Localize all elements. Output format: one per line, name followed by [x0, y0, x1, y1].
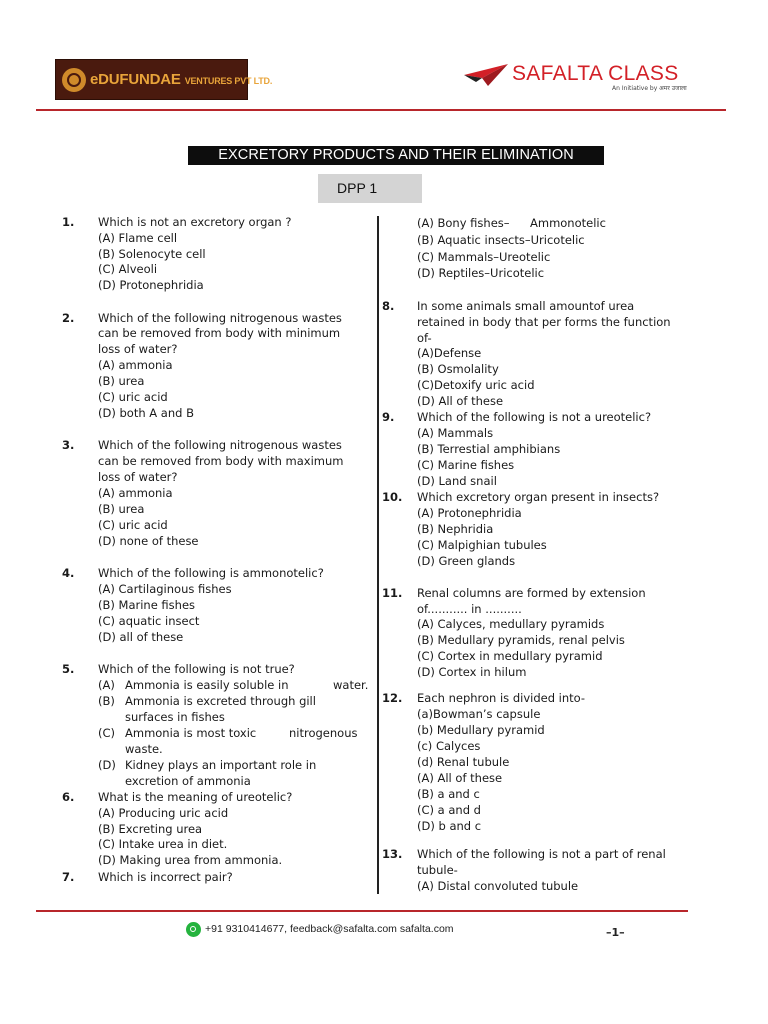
option-text: (D) Cortex in hilum: [417, 665, 527, 679]
option-text: (d) Renal tubule: [417, 755, 510, 769]
option-text: (A) ammonia: [98, 358, 173, 372]
option-text: Ammonia is easily soluble in: [125, 678, 289, 692]
question-text: can be removed from body with minimum: [98, 326, 341, 340]
option-text: (B) Aquatic insects–Uricotelic: [417, 233, 585, 247]
header-rule: [36, 109, 726, 111]
page-number: –1–: [606, 926, 625, 939]
question-number: 11.: [382, 586, 403, 600]
safalta-class-logo: [462, 58, 712, 94]
dpp-label: DPP 1: [318, 174, 422, 203]
question-text: Which of the following is not a ureotelic?: [417, 410, 652, 424]
footer-rule: [36, 910, 688, 912]
whatsapp-icon: [186, 922, 201, 937]
option-letter: (A): [98, 678, 115, 692]
option-text: (C) Malpighian tubules: [417, 538, 547, 552]
option-text: (B) Solenocyte cell: [98, 247, 206, 261]
option-text: (D) Green glands: [417, 554, 516, 568]
right-logo-text: SAFALTA CLASS: [512, 62, 679, 85]
option-text: (D) b and c: [417, 819, 482, 833]
option-text: (C) Marine fishes: [417, 458, 515, 472]
question-text: Each nephron is divided into-: [417, 691, 586, 705]
edufundae-logo: [55, 59, 273, 100]
footer-contact-text: +91 9310414677, feedback@safalta.com safalta.com: [205, 923, 454, 935]
question-text: Which excretory organ present in insects?: [417, 490, 660, 504]
option-text: (B) urea: [98, 374, 145, 388]
option-text: nitrogenous: [289, 726, 358, 740]
option-text: (A) Mammals: [417, 426, 494, 440]
question-text: of-: [417, 331, 432, 345]
question-text: Which of the following is not a part of renal: [417, 847, 666, 861]
option-text: (A) Protonephridia: [417, 506, 522, 520]
option-text: (D) Making urea from ammonia.: [98, 853, 283, 867]
option-text: (D) none of these: [98, 534, 199, 548]
paper-plane-icon: [462, 62, 510, 88]
option-text: (A) All of these: [417, 771, 503, 785]
option-letter: (B): [98, 694, 115, 708]
option-text: (b) Medullary pyramid: [417, 723, 545, 737]
option-text: (B) Medullary pyramids, renal pelvis: [417, 633, 625, 647]
question-number: 8.: [382, 299, 395, 313]
question-number: 5.: [62, 662, 75, 676]
option-text: Kidney plays an important role in: [125, 758, 317, 772]
question-number: 6.: [62, 790, 75, 804]
option-text: (D) All of these: [417, 394, 504, 408]
option-text: (B) urea: [98, 502, 145, 516]
option-text: Ammonia is most toxic: [125, 726, 257, 740]
option-text: (B) Terrestial amphibians: [417, 442, 561, 456]
option-text: (C) Alveoli: [98, 262, 158, 276]
option-text: water.: [333, 678, 369, 692]
option-text: (C) uric acid: [98, 518, 168, 532]
option-text: (D) Reptiles–Uricotelic: [417, 266, 545, 280]
option-text: (C)Detoxify uric acid: [417, 378, 535, 392]
question-text: Which of the following nitrogenous wastes: [98, 438, 342, 452]
option-text: Ammonotelic: [530, 216, 606, 230]
question-text: tubule-: [417, 863, 458, 877]
option-text: (C) Cortex in medullary pyramid: [417, 649, 603, 663]
option-text: (A) Cartilaginous fishes: [98, 582, 232, 596]
question-number: 7.: [62, 870, 75, 884]
option-text: (A) Producing uric acid: [98, 806, 229, 820]
question-number: 12.: [382, 691, 403, 705]
left-logo-text: eDUFUNDAE: [90, 71, 181, 88]
question-number: 9.: [382, 410, 395, 424]
question-number: 13.: [382, 847, 403, 861]
question-text: retained in body that per forms the function: [417, 315, 671, 329]
question-text: can be removed from body with maximum: [98, 454, 344, 468]
option-text: (A) ammonia: [98, 486, 173, 500]
option-text: (C) Intake urea in diet.: [98, 837, 228, 851]
option-text: (B) a and c: [417, 787, 480, 801]
option-text: (c) Calyces: [417, 739, 481, 753]
option-text: (B) Osmolality: [417, 362, 499, 376]
question-text: Which of the following is not true?: [98, 662, 295, 676]
question-text: Which of the following nitrogenous wastes: [98, 311, 342, 325]
question-number: 1.: [62, 215, 75, 229]
question-number: 3.: [62, 438, 75, 452]
option-text: (D) Protonephridia: [98, 278, 204, 292]
option-text: (C) aquatic insect: [98, 614, 200, 628]
option-text: (A) Calyces, medullary pyramids: [417, 617, 605, 631]
question-text: of........... in ..........: [417, 602, 522, 616]
option-text: (D) all of these: [98, 630, 184, 644]
option-text: (A) Bony fishes–: [417, 216, 510, 230]
question-number: 10.: [382, 490, 403, 504]
question-number: 4.: [62, 566, 75, 580]
option-text: waste.: [125, 742, 163, 756]
footer-contact: [186, 921, 454, 937]
option-text: (D) Land snail: [417, 474, 497, 488]
question-text: Which of the following is ammonotelic?: [98, 566, 324, 580]
question-text: loss of water?: [98, 470, 178, 484]
option-text: (A) Flame cell: [98, 231, 178, 245]
edufundae-emblem-icon: [62, 68, 86, 92]
column-divider: [377, 216, 379, 894]
question-text: Which is not an excretory organ ?: [98, 215, 292, 229]
question-text: What is the meaning of ureotelic?: [98, 790, 293, 804]
option-text: (B) Excreting urea: [98, 822, 203, 836]
option-text: (C) Mammals–Ureotelic: [417, 250, 551, 264]
option-text: (B) Marine fishes: [98, 598, 196, 612]
option-text: (A) Distal convoluted tubule: [417, 879, 579, 893]
option-text: surfaces in fishes: [125, 710, 225, 724]
option-letter: (C): [98, 726, 116, 740]
option-text: (a)Bowman’s capsule: [417, 707, 541, 721]
question-text: Renal columns are formed by extension: [417, 586, 646, 600]
option-text: Ammonia is excreted through gill: [125, 694, 316, 708]
option-text: (C) uric acid: [98, 390, 168, 404]
question-text: Which is incorrect pair?: [98, 870, 233, 884]
option-text: (B) Nephridia: [417, 522, 494, 536]
left-logo-suffix: VENTURES PVT LTD.: [184, 76, 273, 86]
question-number: 2.: [62, 311, 75, 325]
right-logo-tagline: An Initiative by अमर उजाला: [612, 85, 687, 92]
question-text: In some animals small amountof urea: [417, 299, 635, 313]
option-text: (D) both A and B: [98, 406, 194, 420]
option-text: (C) a and d: [417, 803, 481, 817]
question-text: loss of water?: [98, 342, 178, 356]
option-text: (A)Defense: [417, 346, 482, 360]
option-text: excretion of ammonia: [125, 774, 251, 788]
page-title: EXCRETORY PRODUCTS AND THEIR ELIMINATION: [188, 146, 604, 165]
option-letter: (D): [98, 758, 116, 772]
